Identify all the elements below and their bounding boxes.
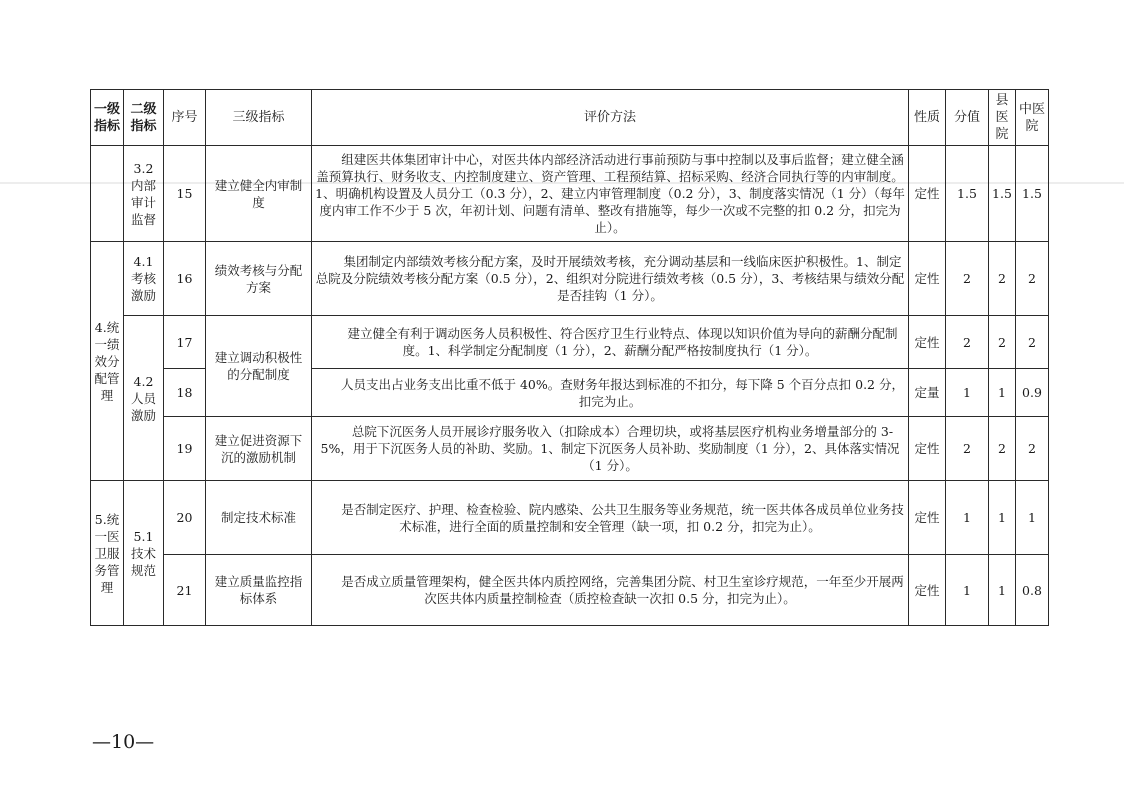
score-cell: 2	[946, 242, 989, 316]
table-row	[91, 481, 1049, 555]
header-score: 分值	[946, 90, 989, 146]
nature-cell: 定性	[909, 481, 946, 555]
county-cell: 1	[989, 481, 1016, 555]
page-number: —10—	[92, 731, 155, 753]
score-cell: 1.5	[946, 146, 989, 242]
county-cell: 1	[989, 555, 1016, 626]
header-level3: 三级指标	[206, 90, 312, 146]
county-cell: 1	[989, 369, 1016, 417]
header-nature: 性质	[909, 90, 946, 146]
tcm-cell: 2	[1016, 242, 1049, 316]
header-row	[91, 90, 1049, 146]
county-cell: 2	[989, 242, 1016, 316]
score-cell: 1	[946, 369, 989, 417]
nature-cell: 定性	[909, 417, 946, 481]
indicator-cell: 建立质量监控指标体系	[206, 555, 312, 626]
score-cell: 2	[946, 417, 989, 481]
tcm-cell: 1.5	[1016, 146, 1049, 242]
header-level2: 二级指标	[124, 90, 164, 146]
county-cell: 2	[989, 417, 1016, 481]
method-cell: 组建医共体集团审计中心，对医共体内部经济活动进行事前预防与事中控制以及事后监督；建立健全涵盖预算执行、财务收支、内控制度建立、资产管理、工程预结算、招标采购、经济合同执行等的内审制度。1、明确机构设置及人员分工（0.3 分），2、建立内审管理制度（0.2 分），3、制度落实情况（1 分）（每年度内审工作不少于 5 次，年初计划、问题有清单、整改有措施等，每少一次或不完整的扣 0.2 分，扣完为止）。	[312, 146, 909, 242]
method-cell: 建立健全有利于调动医务人员积极性、符合医疗卫生行业特点、体现以知识价值为导向的薪酬分配制度。1、科学制定分配制度（1 分），2、薪酬分配严格按制度执行（1 分）。	[312, 316, 909, 369]
method-cell: 是否成立质量管理架构，健全医共体内质控网络，完善集团分院、村卫生室诊疗规范，一年至少开展两次医共体内质量控制检查（质控检查缺一次扣 0.5 分，扣完为止）。	[312, 555, 909, 626]
tcm-cell: 0.8	[1016, 555, 1049, 626]
indicator-cell-merged: 建立调动积极性的分配制度	[206, 316, 312, 417]
table-row	[91, 555, 1049, 626]
nature-cell: 定性	[909, 146, 946, 242]
group-4: 4.统一绩效分配管理	[91, 242, 124, 481]
method-cell: 总院下沉医务人员开展诊疗服务收入（扣除成本）合理切块，或将基层医疗机构业务增量部分的 3-5%，用于下沉医务人员的补助、奖励。1、制定下沉医务人员补助、奖励制度（1 分），2、具体落实情况（1 分）。	[312, 417, 909, 481]
level1-cell-empty	[91, 146, 124, 242]
seq-cell: 21	[164, 555, 206, 626]
indicator-cell: 建立健全内审制度	[206, 146, 312, 242]
subgroup-3-2: 3.2 内部审计监督	[124, 146, 164, 242]
score-cell: 1	[946, 555, 989, 626]
table-row	[91, 417, 1049, 481]
tcm-cell: 2	[1016, 316, 1049, 369]
table-row	[91, 242, 1049, 316]
subgroup-4-2: 4.2 人员激励	[124, 316, 164, 481]
seq-cell: 20	[164, 481, 206, 555]
score-cell: 1	[946, 481, 989, 555]
method-cell: 人员支出占业务支出比重不低于 40%。查财务年报达到标准的不扣分，每下降 5 个百分点扣 0.2 分，扣完为止。	[312, 369, 909, 417]
score-cell: 2	[946, 316, 989, 369]
nature-cell: 定性	[909, 316, 946, 369]
nature-cell: 定性	[909, 555, 946, 626]
seq-cell: 15	[164, 146, 206, 242]
header-seq: 序号	[164, 90, 206, 146]
group-5: 5.统一医卫服务管理	[91, 481, 124, 626]
county-cell: 2	[989, 316, 1016, 369]
evaluation-table	[90, 89, 1049, 626]
nature-cell: 定量	[909, 369, 946, 417]
header-tcm: 中医院	[1016, 90, 1049, 146]
seq-cell: 19	[164, 417, 206, 481]
header-method: 评价方法	[312, 90, 909, 146]
tcm-cell: 0.9	[1016, 369, 1049, 417]
tcm-cell: 2	[1016, 417, 1049, 481]
seq-cell: 17	[164, 316, 206, 369]
indicator-cell: 制定技术标准	[206, 481, 312, 555]
indicator-cell: 绩效考核与分配方案	[206, 242, 312, 316]
indicator-cell: 建立促进资源下沉的激励机制	[206, 417, 312, 481]
table-row	[91, 316, 1049, 369]
county-cell: 1.5	[989, 146, 1016, 242]
subgroup-5-1: 5.1 技术规范	[124, 481, 164, 626]
tcm-cell: 1	[1016, 481, 1049, 555]
nature-cell: 定性	[909, 242, 946, 316]
table-row	[91, 146, 1049, 242]
method-cell: 集团制定内部绩效考核分配方案，及时开展绩效考核，充分调动基层和一线临床医护积极性。1、制定总院及分院绩效考核分配方案（0.5 分），2、组织对分院进行绩效考核（0.5 分），3、考核结果与绩效分配是否挂钩（1 分）。	[312, 242, 909, 316]
subgroup-4-1: 4.1 考核激励	[124, 242, 164, 316]
method-cell: 是否制定医疗、护理、检查检验、院内感染、公共卫生服务等业务规范，统一医共体各成员单位业务技术标准，进行全面的质量控制和安全管理（缺一项，扣 0.2 分，扣完为止）。	[312, 481, 909, 555]
seq-cell: 16	[164, 242, 206, 316]
seq-cell: 18	[164, 369, 206, 417]
header-county: 县医院	[989, 90, 1016, 146]
header-level1: 一级指标	[91, 90, 124, 146]
